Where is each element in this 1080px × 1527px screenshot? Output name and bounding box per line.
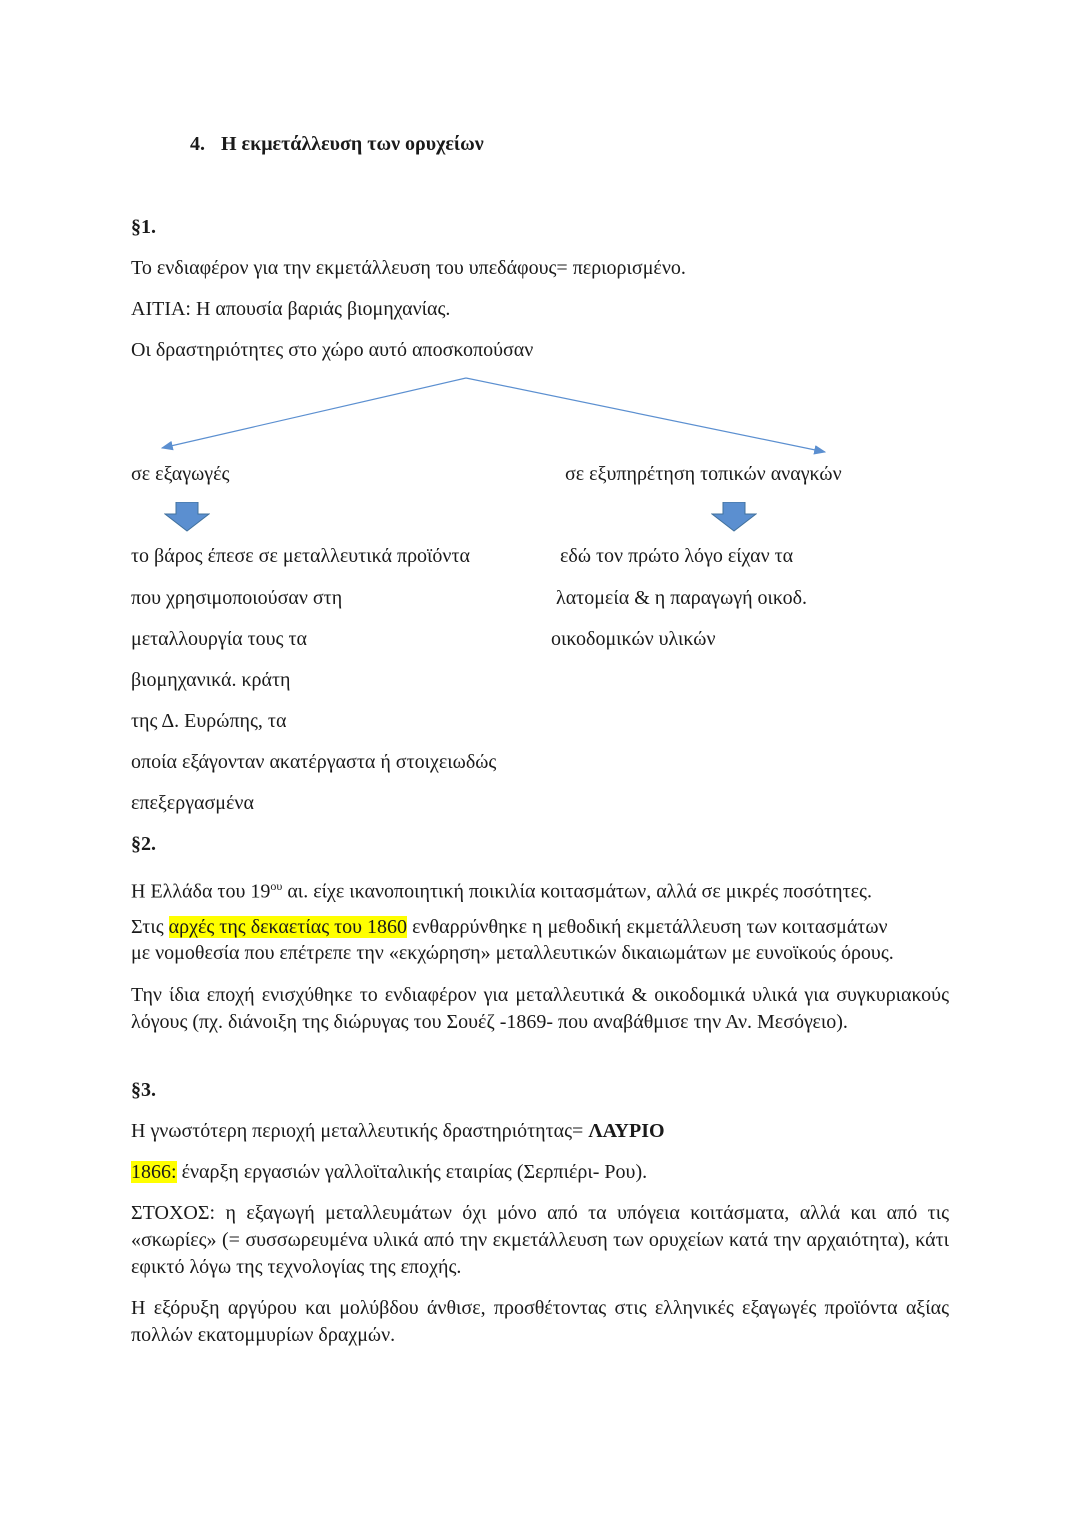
s2-paragraph-3: Την ίδια εποχή ενισχύθηκε το ενδιαφέρον για μεταλλευτικά & οικοδομικά υλικά για συγκυριακούς λόγους (πχ. διάνοιξη της διώρυγας του Σουέζ -1869- που αναβάθμισε την Αν. Μεσόγειο).: [131, 984, 949, 1033]
section-2-label: §2.: [131, 833, 156, 855]
left-line-6: οποία εξάγονταν ακατέργαστα ή στοιχειωδώς: [131, 751, 497, 773]
s2-p1-pre: Η Ελλάδα του 19: [131, 880, 271, 903]
section-3-label: §3.: [131, 1079, 156, 1101]
right-branch-heading: σε εξυπηρέτηση τοπικών αναγκών: [565, 463, 842, 485]
left-branch-heading: σε εξαγωγές: [131, 463, 230, 485]
left-line-5: της Δ. Ευρώπης, τα: [131, 710, 287, 732]
right-line-3: οικοδομικών υλικών: [551, 628, 716, 650]
s3-p1-bold: ΛΑΥΡΙΟ: [588, 1120, 665, 1142]
s3-paragraph-3: ΣΤΟΧΟΣ: η εξαγωγή μεταλλευμάτων όχι μόνο από τα υπόγεια κοιτάσματα, αλλά και από τις «σκωρίες» (= συσσωρευμένα υλικά από την εκμετάλλευση των ορυχείων κατά την αρχαιότητα), κάτι εφικτό λόγω της τεχνολογίας της εποχής.: [131, 1202, 949, 1278]
section-1-label: §1.: [131, 216, 156, 238]
right-line-1: εδώ τον πρώτο λόγο είχαν τα: [560, 545, 794, 567]
left-line-1: το βάρος έπεσε σε μεταλλευτικά προϊόντα: [131, 545, 470, 567]
s2-p2-pre: Στις: [131, 916, 169, 938]
left-line-3: μεταλλουργία τους τα: [131, 628, 307, 650]
s2-paragraph-2-line-2: με νομοθεσία που επέτρεπε την «εκχώρηση» μεταλλευτικών δικαιωμάτων με ευνοϊκούς όρους.: [131, 942, 894, 964]
heading-title: Η εκμετάλλευση των ορυχείων: [221, 133, 484, 155]
s2-paragraph-2-line-1: [131, 915, 888, 939]
s3-p2-post: έναρξη εργασιών γαλλοϊταλικής εταιρίας (Σερπιέρι- Ρου).: [176, 1161, 648, 1183]
arrow-left-line: [162, 378, 466, 448]
s1-line-1: Το ενδιαφέρον για την εκμετάλλευση του υπεδάφους= περιορισμένο.: [131, 257, 686, 279]
s3-p1-pre: Η γνωστότερη περιοχή μεταλλευτικής δραστηριότητας=: [131, 1120, 589, 1142]
s2-paragraph-1: [131, 874, 872, 904]
s2-p2-post: ενθαρρύνθηκε η μεθοδική εκμετάλλευση των κοιτασμάτων: [407, 916, 888, 938]
right-line-2: λατομεία & η παραγωγή οικοδ.: [556, 587, 807, 609]
s3-p2-highlight: 1866:: [131, 1161, 177, 1183]
down-arrow-right-icon: [711, 502, 757, 532]
left-line-2: που χρησιμοποιούσαν στη: [131, 587, 343, 609]
heading-number: 4.: [190, 133, 205, 155]
s1-line-3: Οι δραστηριότητες στο χώρο αυτό αποσκοπούσαν: [131, 339, 534, 361]
s2-p1-sup: ου: [270, 879, 283, 893]
s2-p2-highlight: αρχές της δεκαετίας του 1860: [168, 916, 408, 938]
s3-paragraph-4: Η εξόρυξη αργύρου και μολύβδου άνθισε, προσθέτοντας στις ελληνικές εξαγωγές προϊόντα αξίας πολλών εκατομμυρίων δραχμών.: [131, 1297, 949, 1346]
left-line-4: βιομηχανικά. κράτη: [131, 669, 291, 691]
down-arrow-left-icon: [164, 502, 210, 532]
s2-p1-post: αι. είχε ικανοποιητική ποικιλία κοιτασμάτων, αλλά σε μικρές ποσότητες.: [282, 880, 872, 903]
s3-paragraph-2: [131, 1160, 647, 1184]
s1-line-2: ΑΙΤΙΑ: Η απουσία βαριάς βιομηχανίας.: [131, 298, 451, 320]
left-line-7: επεξεργασμένα: [131, 792, 254, 814]
s3-paragraph-1: [131, 1119, 665, 1143]
arrow-right-line: [466, 378, 825, 452]
